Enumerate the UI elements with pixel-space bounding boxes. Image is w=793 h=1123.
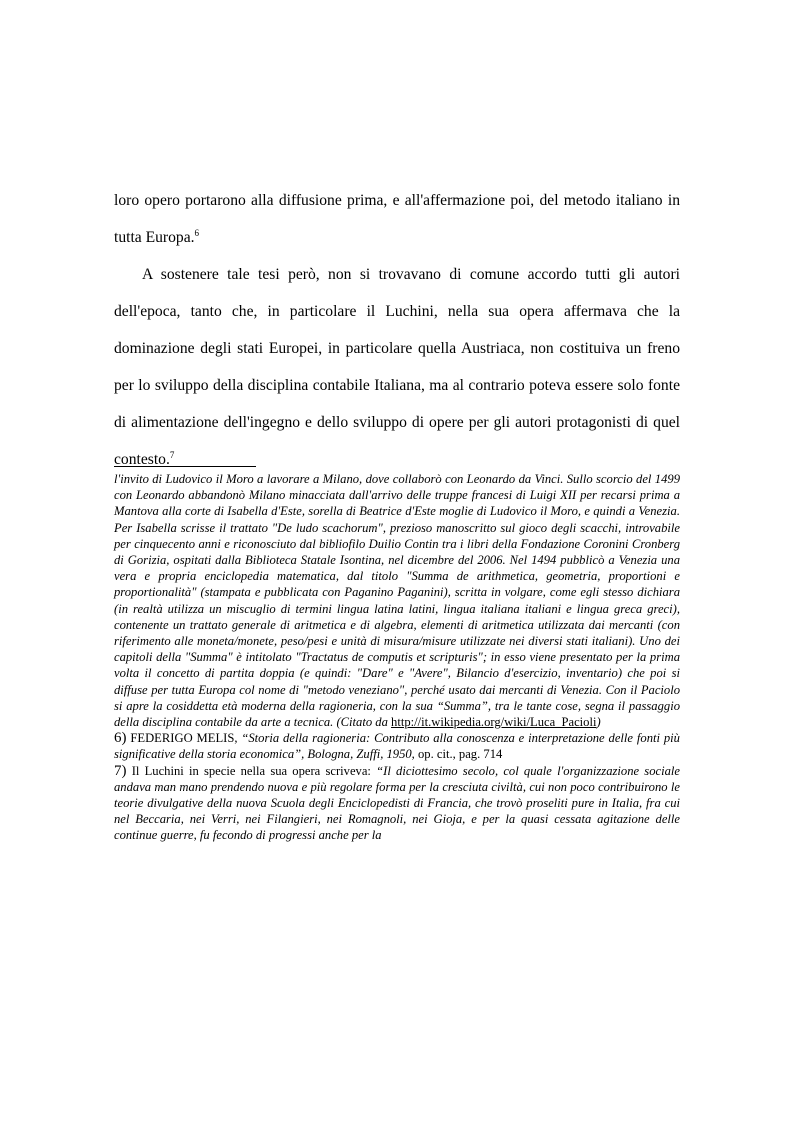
footnote-7-number: 7) — [114, 762, 127, 779]
main-text — [114, 182, 680, 478]
footnote-7-quote: “Il diciottesimo secolo, col quale l'organizzazione sociale andava man mano prendendo nuova e più regolare forma per la cresciuta civiltà, cui non poco contribuirono le teorie divulgative della nuova Scuola degli Enciclopedisti di Francia, che trovò proseliti pure in Italia, fra cui nel Beccaria, nei Verri, nei Filangieri, nei Romagnoli, nei Gioja, e per la quasi cessata agitazione delle continue guerre, fu fecondo di progressi anche per la — [114, 763, 680, 843]
footnote-ref-7[interactable]: 7 — [169, 450, 175, 460]
paragraph-1 — [114, 182, 680, 256]
paragraph-1-text: loro opero portarono alla diffusione prima, e all'affermazione poi, del metodo italiano in tutta Europa. — [114, 192, 680, 246]
footnote-ref-6[interactable]: 6 — [194, 228, 200, 238]
footnote-6-title: “Storia della ragioneria: Contributo alla conoscenza e interpretazione delle fonti più significative della storia economica”, Bologna, Zuffi, 1950, — [114, 731, 680, 762]
footnote-continued-close: ) — [596, 715, 601, 730]
footnote-6 — [114, 730, 680, 762]
paragraph-2-text: A sostenere tale tesi però, non si trovavano di comune accordo tutti gli autori dell'epoca, tanto che, in particolare il Luchini, nella sua opera affermava che la dominazione degli stati Europei, in particolare quella Austriaca, non costituiva un freno per lo sviluppo della disciplina contabile Italiana, ma al contrario poteva essere solo fonte di alimentazione dell'ingegno e dello sviluppo di opere per gli autori protagonisti di quel contesto. — [114, 266, 680, 468]
footnote-7 — [114, 763, 680, 844]
footnote-6-number: 6) — [114, 730, 127, 747]
footnote-7-lead: Il Luchini in specie nella sua opera scriveva: — [131, 763, 371, 778]
paragraph-2 — [114, 256, 680, 478]
footnote-separator — [114, 466, 256, 467]
footnote-continued-text: l'invito di Ludovico il Moro a lavorare a Milano, dove collaborò con Leonardo da Vinci. Sullo scorcio del 1499 con Leonardo abbandonò Milano minacciata dall'arrivo delle truppe francesi di Luigi XII per recarsi prima a Mantova alla corte di Isabella d'Este, sorella di Beatrice d'Este moglie di Ludovico il Moro, e quindi a Venezia. Per Isabella scrisse il trattato "De ludo scachorum", prezioso manoscritto sul gioco degli scacchi, introvabile per cinquecento anni e riconosciuto dal bibliofilo Duilio Contin tra i libri della Fondazione Coronini Cronberg di Gorizia, ospitati dalla Biblioteca Statale Isontina, nel dicembre del 2006. Nel 1494 pubblicò a Venezia una vera e propria enciclopedia matematica, dal titolo "Summa de arithmetica, geometria, proportioni e proportionalità" (stampata e pubblicata con Paganino Paganini), scritta in volgare, come egli stesso dichiara (in realtà utilizza un miscuglio di termini lingua latina latini, lingua italiana italiani e lingua greca greci), contenente un trattato generale di aritmetica e di algebra, elementi di aritmetica utilizzata dai mercanti (con riferimento alle moneta/monete, peso/pesi e unità di misura/misure utilizzate nei diversi stati italiani). Uno dei capitoli della "Summa" è intitolato "Tractatus de computis et scripturis"; in esso viene presentato per la prima volta il concetto di partita doppia (e quindi: "Dare" e "Avere", Bilancio d'esercizio, inventario) che poi si diffuse per tutta Europa col nome di "metodo veneziano", perché usato dai mercanti di Venezia. Con il Paciolo si apre la cosiddetta età moderna della ragioneria, con la sua “Summa”, tra le tante cose, segna il passaggio della disciplina contabile da arte a tecnica. (Citato da — [114, 472, 680, 730]
footnote-continued — [114, 471, 680, 730]
wikipedia-link[interactable]: http://it.wikipedia.org/wiki/Luca_Pacioli — [391, 715, 597, 730]
footnote-6-author: FEDERIGO MELIS, — [130, 731, 238, 746]
footnotes — [114, 471, 680, 844]
footnote-6-ref: op. cit., pag. 714 — [418, 747, 503, 762]
